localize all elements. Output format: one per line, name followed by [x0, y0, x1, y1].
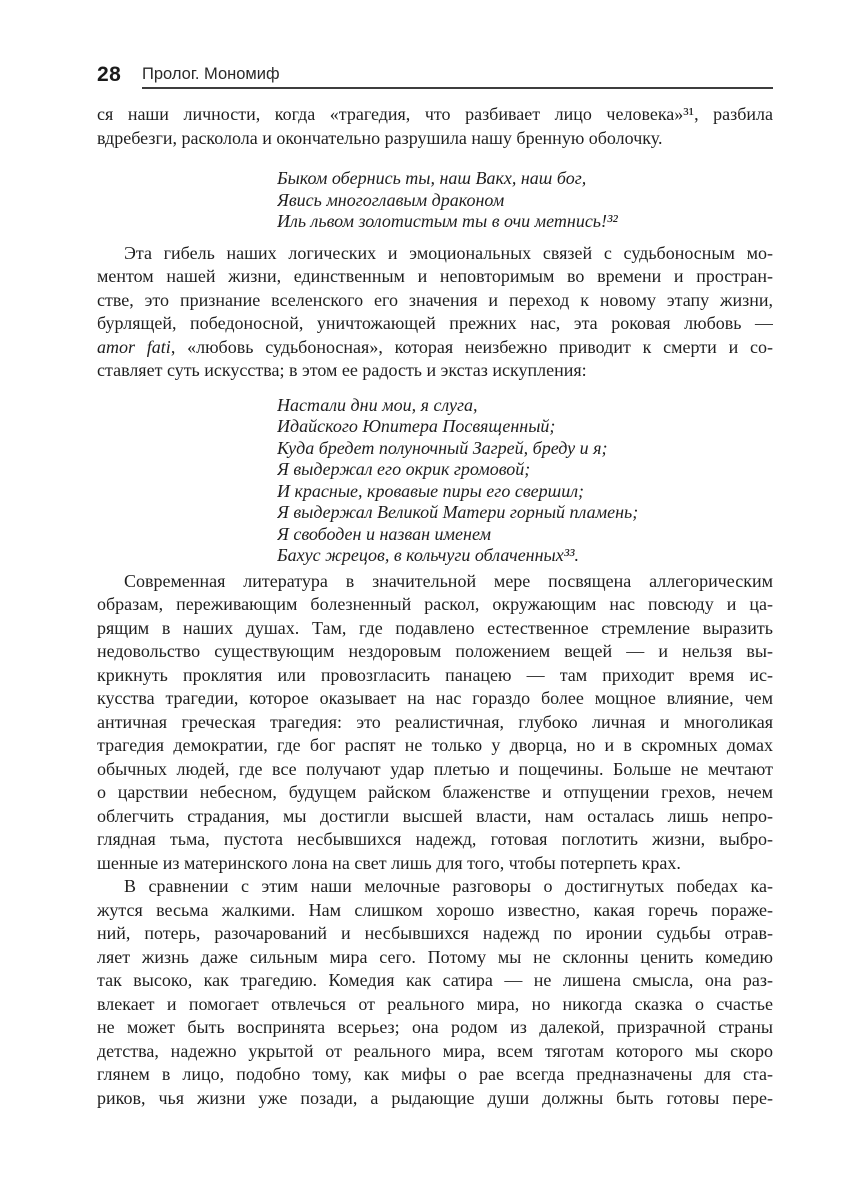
- text-line: Настали дни мои, я слуга,: [277, 394, 478, 415]
- text-line: amor fati, «любовь судьбоносная», которая неизбежно приводит к смерти и со-: [97, 336, 773, 357]
- text-line: вдребезги, расколола и окончательно разрушила нашу бренную оболочку.: [97, 127, 663, 148]
- paragraph-amor-fati: [97, 242, 773, 383]
- text-line: трагедия демократии, где бог распят не только у дворца, но и в скромных домах: [97, 735, 773, 755]
- verse-quote-bacchus: [277, 168, 773, 233]
- text-line: глядная тьма, пустота несбывшихся надежд, готовая поглотить жизни, выбро-: [97, 829, 773, 849]
- text-line: о царствии небесном, будущем райском блаженстве и отпущении грехов, нечем: [97, 782, 773, 802]
- text-column: [97, 103, 773, 1110]
- text-line: Идайского Юпитера Посвященный;: [277, 416, 556, 436]
- text-line: античная греческая трагедия: это реалистичная, глубоко личная и многоликая: [97, 711, 773, 732]
- text-line: шенные из материнского лона на свет лишь для того, чтобы потерпеть крах.: [97, 852, 681, 873]
- verse-quote-zagreus: [277, 395, 773, 567]
- text-line: жутся весьма жалкими. Нам слишком хорошо известно, какая горечь пораже-: [97, 899, 773, 920]
- paragraph-continuation: [97, 103, 773, 150]
- text-line: детства, надежно укрытой от реального мира, всем тяготам которого мы скоро: [97, 1040, 773, 1061]
- text-line: Я выдержал Великой Матери горный пламень;: [277, 502, 639, 522]
- text-line: глянем в лицо, подобно тому, как мифы о рае всегда предназначены для ста-: [97, 1064, 773, 1084]
- paragraph-modern-literature: [97, 570, 773, 876]
- text-line: влекает и помогает отвлечься от реального мира, но никогда сказка о счастье: [97, 993, 773, 1014]
- page-header: [97, 61, 773, 91]
- text-line: Я свободен и назван именем: [277, 523, 491, 544]
- text-line: ментом нашей жизни, единственным и неповторимым во времени и простран-: [97, 266, 773, 286]
- text-line: бурлящей, победоносной, уничтожающей прежних нас, эта роковая любовь —: [97, 313, 773, 333]
- text-line: рящим в наших душах. Там, где подавлено естественное стремление выразить: [97, 617, 773, 638]
- text-line: Бахус жрецов, в кольчуги облаченных³³.: [277, 545, 580, 565]
- text-line: В сравнении с этим наши мелочные разговоры о достигнутых победах ка-: [124, 876, 773, 896]
- text-line: облегчить страдания, мы достигли высшей власти, нам осталась лишь непро-: [97, 805, 773, 826]
- text-line: Я выдержал его окрик громовой;: [277, 459, 531, 479]
- text-line: крикнуть проклятия или провозгласить панацею — там приходит время ис-: [97, 664, 773, 685]
- text-line: обычных людей, где все получают удар плетью и пощечины. Больше не мечтают: [97, 758, 773, 779]
- text-line: ляет жизнь даже сильным мира сего. Потому мы не склонны ценить комедию: [97, 946, 773, 967]
- paragraph-comedy-tragedy: [97, 875, 773, 1110]
- text-line: Иль львом золотистым ты в очи метнись!³²: [277, 211, 618, 231]
- text-line: образам, переживающим болезненный раскол, окружающим нас повсюду и ца-: [97, 594, 773, 614]
- text-line: И красные, кровавые пиры его свершил;: [277, 480, 585, 501]
- text-line: стве, это признание вселенского его значения и переход к новому этапу жизни,: [97, 289, 773, 310]
- text-line: Эта гибель наших логических и эмоциональных связей с судьбоносным мо-: [124, 242, 773, 263]
- text-line: ний, потерь, разочарований и несбывшихся надежд по иронии судьбы отрав-: [97, 923, 773, 943]
- text-line: не может быть воспринята всерьез; она родом из далекой, призрачной страны: [97, 1017, 773, 1037]
- text-line: Куда бредет полуночный Загрей, бреду и я;: [277, 437, 608, 458]
- text-line: Явись многоглавым драконом: [277, 189, 505, 210]
- text-line: риков, чья жизни уже позади, а рыдающие души должны быть готовы пере-: [97, 1087, 773, 1108]
- text-line: так высоко, как трагедию. Комедия как сатира — не лишена смысла, она раз-: [97, 970, 773, 990]
- text-line: ставляет суть искусства; в этом ее радость и экстаз искупления:: [97, 360, 587, 380]
- text-line: Современная литература в значительной мере посвящена аллегорическим: [124, 570, 773, 591]
- text-line: недовольство существующим нездоровым положением вещей — и нельзя вы-: [97, 641, 773, 661]
- text-line: ся наши личности, когда «трагедия, что разбивает лицо человека»³¹, разбила: [97, 104, 773, 124]
- text-line: Быком обернись ты, наш Вакх, наш бог,: [277, 168, 587, 188]
- text-line: кусства трагедии, которое оказывает на нас гораздо более мощное влияние, чем: [97, 688, 773, 708]
- running-title: Пролог. Мономиф: [142, 65, 280, 83]
- page-number: 28: [97, 63, 122, 86]
- header-rule: [142, 87, 773, 89]
